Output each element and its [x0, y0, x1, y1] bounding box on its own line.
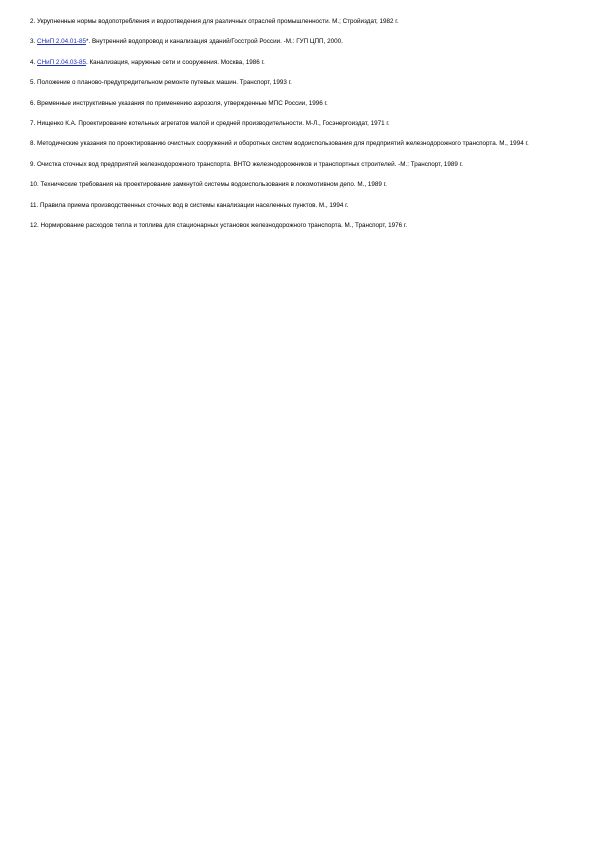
reference-item [30, 181, 570, 189]
reference-item [30, 161, 570, 169]
reference-text: *. Внутренний водопровод и канализация зданий/Госстрой России. -М.: ГУП ЦПП, 2000. [86, 38, 343, 46]
reference-item [30, 59, 570, 67]
reference-item [30, 100, 570, 108]
reference-number: 4. [30, 58, 38, 66]
reference-number: 3. [30, 38, 38, 46]
reference-item [30, 79, 570, 87]
reference-text: 12. Нормирование расходов тепла и топлива для стационарных установок железнодорожного транспорта. М., Транспорт, 1976 г. [30, 222, 408, 230]
reference-text: 7. Нищенко К.А. Проектирование котельных агрегатов малой и средней производительности. М-Л., Госэнергоиздат, 1971 г. [30, 120, 390, 128]
reference-text: 5. Положение о планово-предупредительном ремонте путевых машин. Транспорт, 1993 г. [30, 79, 292, 87]
reference-text: 10. Технические требования на проектирование замкнутой системы водоиспользования в локомотивном депо. М., 1989 г. [30, 181, 387, 189]
snip-link[interactable]: СНиП 2.04.03-85 [37, 58, 87, 66]
reference-item [30, 120, 570, 128]
reference-list [30, 18, 570, 242]
reference-item [30, 18, 570, 26]
reference-text: 11. Правила приема производственных сточных вод в системы канализации населенных пунктов. М., 1994 г. [30, 201, 349, 209]
reference-item [30, 222, 570, 230]
snip-link[interactable]: СНиП 2.04.01-85 [37, 38, 87, 46]
reference-text: 6. Временные инструктивные указания по применению аэрозоля, утвержденные МПС России, 1996 г. [30, 99, 328, 107]
reference-item [30, 202, 570, 210]
reference-text: 2. Укрупненные нормы водопотребления и водоотведения для различных отраслей промышленности. М.; Стройиздат, 1982 г. [30, 18, 399, 25]
reference-text: 9. Очистка сточных вод предприятий железнодорожного транспорта. ВНТО железнодорожников и транспортных строителей. -М.: Транспорт, 1989 г. [30, 160, 463, 168]
reference-text: . Канализация, наружные сети и сооружения. Москва, 1986 г. [86, 58, 265, 66]
reference-text: 8. Методические указания по проектированию очистных сооружений и оборотных систем водоиспользования для предприятий железнодорожного транспорта. М., 1994 г. [30, 140, 529, 148]
reference-item [30, 140, 570, 148]
reference-item [30, 38, 570, 46]
